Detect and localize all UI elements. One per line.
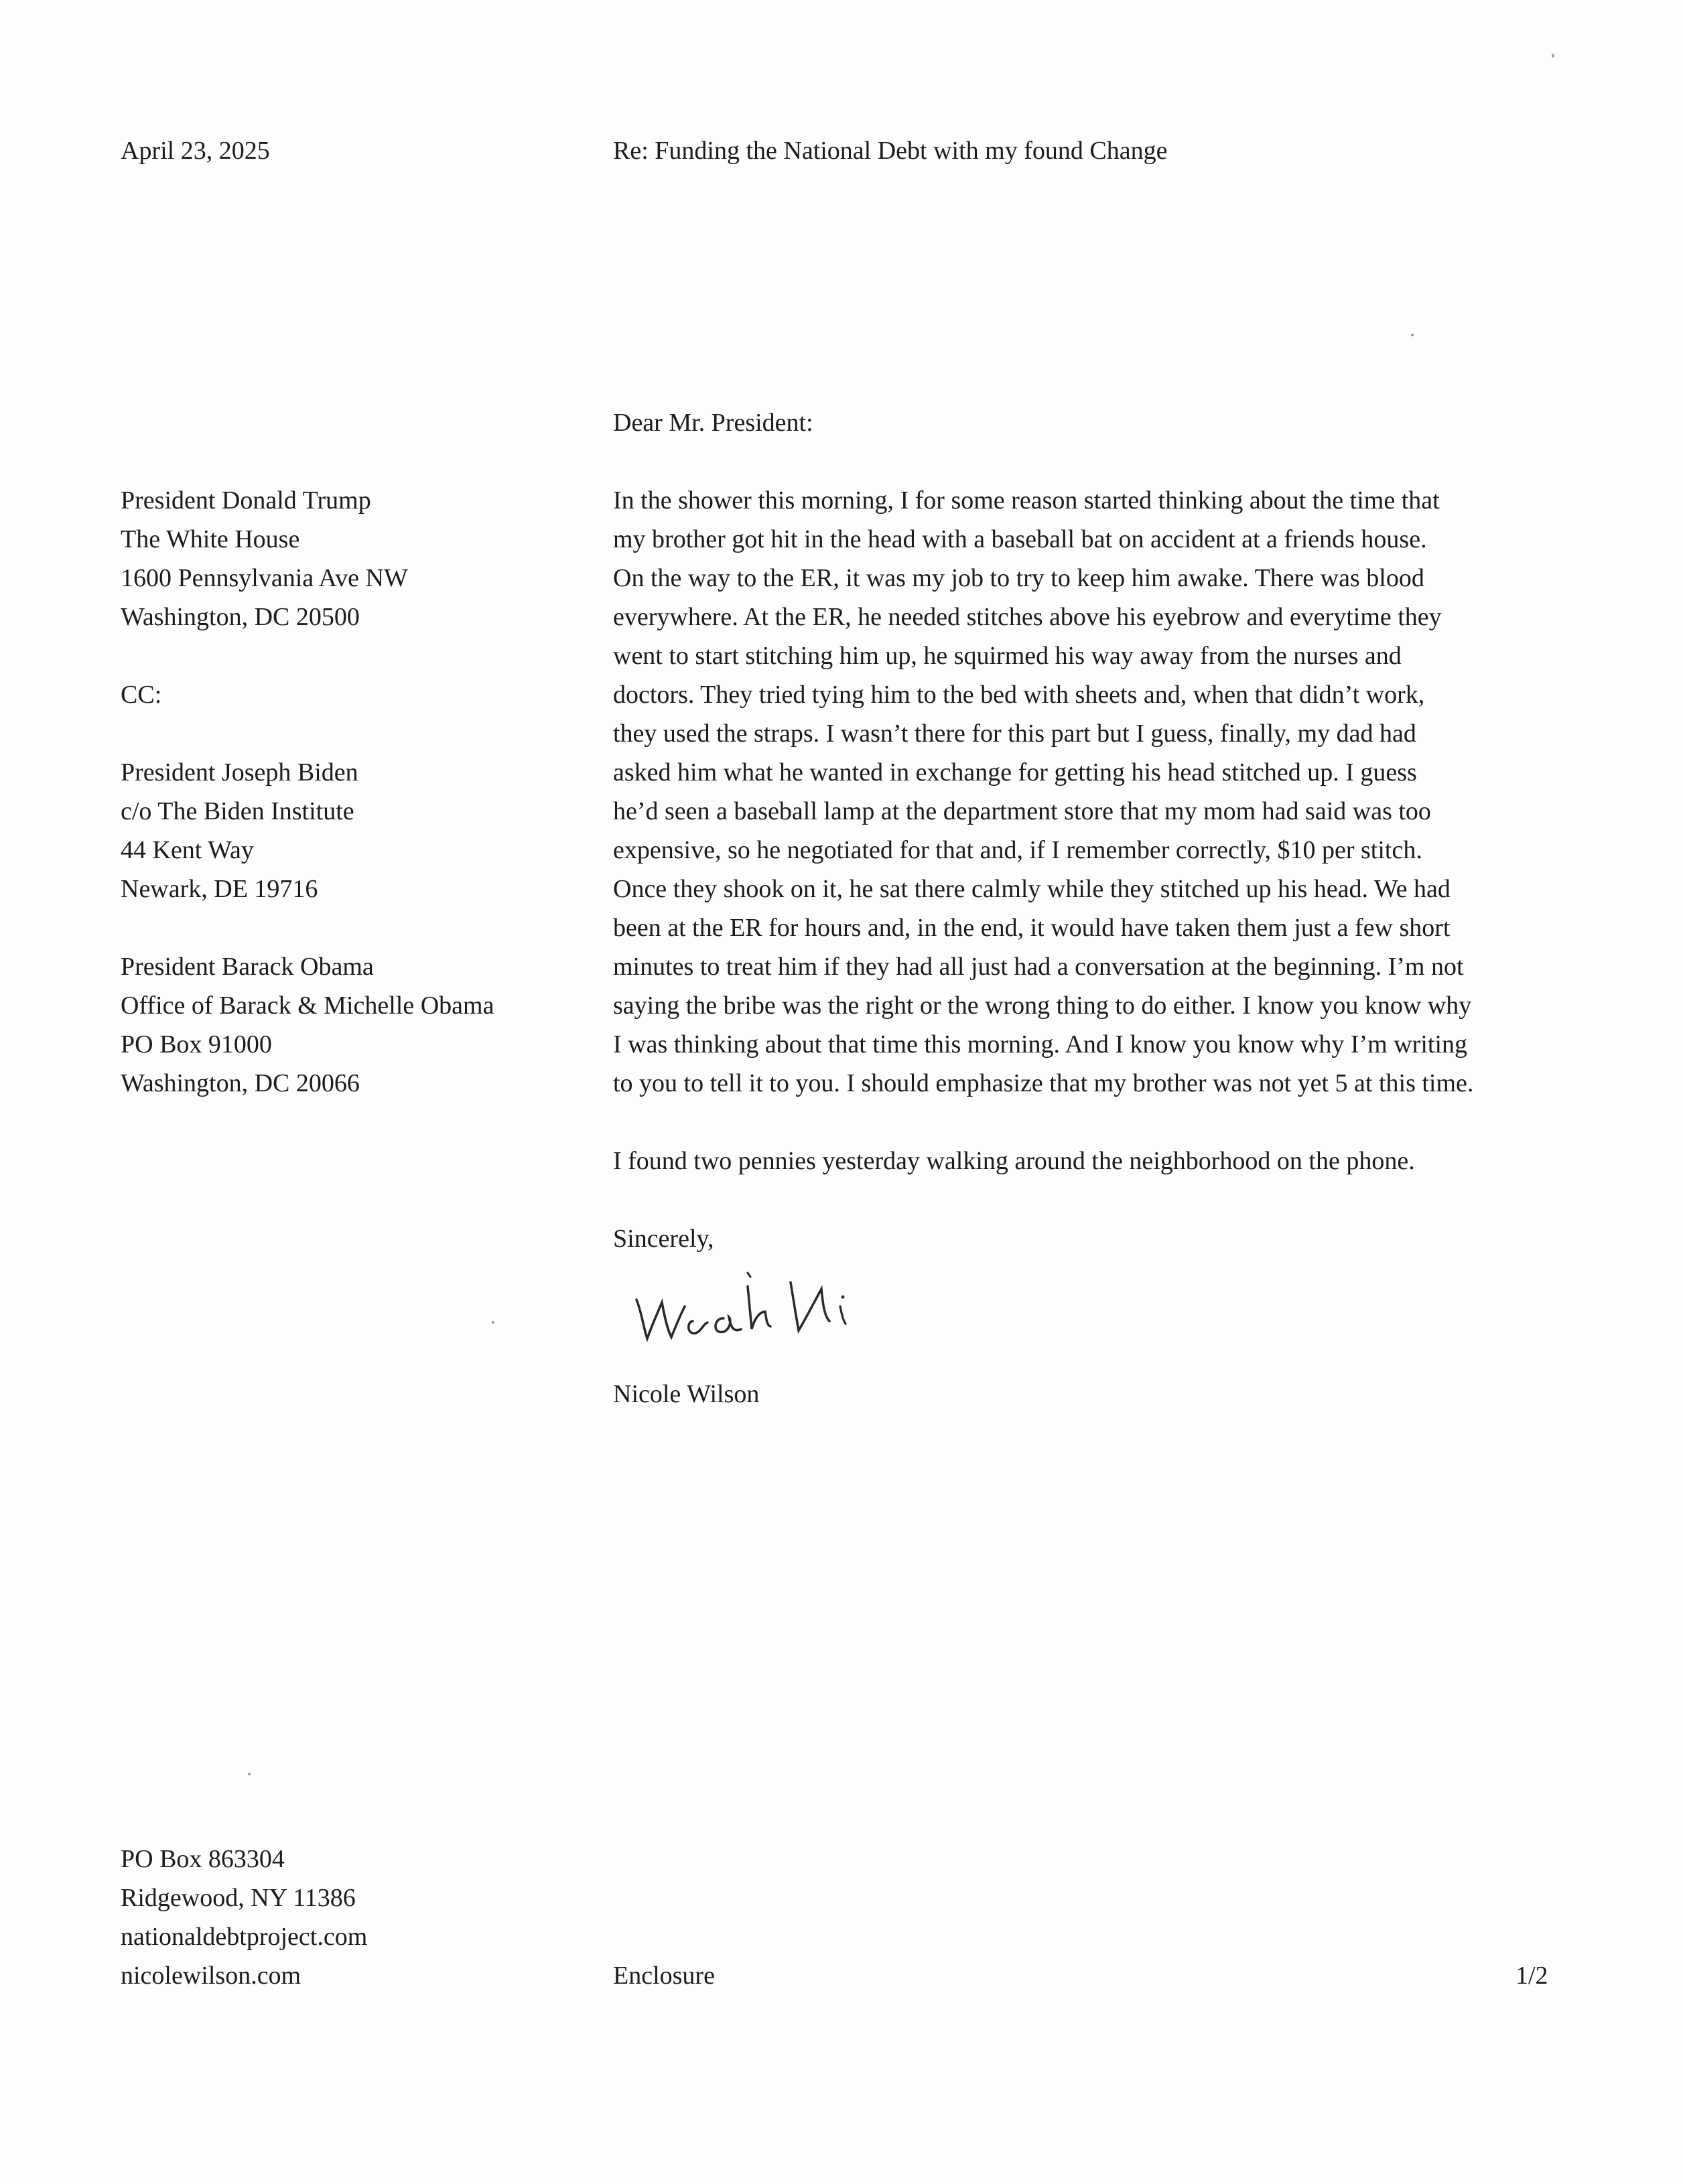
address-column: [121, 481, 549, 1103]
sender-footer-line: Ridgewood, NY 11386: [121, 1884, 356, 1912]
sender-footer-line: nationaldebtproject.com: [121, 1923, 368, 1951]
cc-recipient-line: 44 Kent Way: [121, 836, 254, 864]
sender-footer-line: nicolewilson.com: [121, 1962, 301, 1990]
page-number: 1/2: [1516, 1962, 1548, 1990]
body-line: he’d seen a baseball lamp at the department store that my mom had said was too: [613, 797, 1431, 825]
subject-line: Re: Funding the National Debt with my found Change: [613, 137, 1168, 165]
enclosure-note: Enclosure: [613, 1962, 715, 1990]
signature-image: [623, 1259, 945, 1353]
signer-name: Nicole Wilson: [613, 1380, 760, 1408]
body-line: On the way to the ER, it was my job to try to keep him awake. There was blood: [613, 564, 1424, 592]
spacer: [121, 636, 549, 675]
cc-recipient-line: President Joseph Biden: [121, 758, 358, 787]
body-line: Once they shook on it, he sat there calmly while they stitched up his head. We had: [613, 875, 1451, 903]
scan-speck: [492, 1321, 494, 1324]
sender-footer: [121, 1840, 367, 1995]
cc-recipient-line: PO Box 91000: [121, 1030, 272, 1059]
scan-speck: [248, 1773, 251, 1775]
scan-speck: [1411, 334, 1414, 336]
letter-body: [613, 481, 1564, 1103]
body-line: been at the ER for hours and, in the end, it would have taken them just a few short: [613, 914, 1451, 942]
cc-recipient-line: Office of Barack & Michelle Obama: [121, 992, 494, 1020]
cc-label: CC:: [121, 681, 162, 709]
letter-date: April 23, 2025: [121, 137, 270, 165]
body-line: to you to tell it to you. I should emphasize that my brother was not yet 5 at this time.: [613, 1069, 1474, 1097]
recipient-line: President Donald Trump: [121, 486, 371, 515]
body-line: went to start stitching him up, he squirmed his way away from the nurses and: [613, 642, 1402, 670]
spacer: [121, 908, 549, 947]
body-line: doctors. They tried tying him to the bed with sheets and, when that didn’t work,: [613, 681, 1425, 709]
recipient-line: 1600 Pennsylvania Ave NW: [121, 564, 408, 592]
body-line: minutes to treat him if they had all just had a conversation at the beginning. I’m not: [613, 953, 1464, 981]
cc-recipient-line: Washington, DC 20066: [121, 1069, 360, 1097]
salutation: Dear Mr. President:: [613, 409, 813, 437]
body-line: saying the bribe was the right or the wrong thing to do either. I know you know why: [613, 992, 1472, 1020]
body-line: my brother got hit in the head with a baseball bat on accident at a friends house.: [613, 525, 1427, 553]
body-line: they used the straps. I wasn’t there for this part but I guess, finally, my dad had: [613, 720, 1416, 748]
closing-paragraph: I found two pennies yesterday walking around the neighborhood on the phone.: [613, 1147, 1415, 1175]
recipient-line: The White House: [121, 525, 300, 553]
spacer: [121, 714, 549, 753]
sender-footer-line: PO Box 863304: [121, 1845, 285, 1873]
cc-recipient-line: c/o The Biden Institute: [121, 797, 354, 825]
cc-recipient-line: President Barack Obama: [121, 953, 374, 981]
body-line: In the shower this morning, I for some reason started thinking about the time that: [613, 486, 1440, 515]
scan-speck: [1552, 54, 1554, 58]
sign-off: Sincerely,: [613, 1225, 714, 1253]
cc-recipient-line: Newark, DE 19716: [121, 875, 318, 903]
body-line: I was thinking about that time this morning. And I know you know why I’m writing: [613, 1030, 1468, 1059]
body-line: asked him what he wanted in exchange for getting his head stitched up. I guess: [613, 758, 1417, 787]
body-line: everywhere. At the ER, he needed stitches above his eyebrow and everytime they: [613, 603, 1442, 631]
recipient-line: Washington, DC 20500: [121, 603, 360, 631]
body-line: expensive, so he negotiated for that and, if I remember correctly, $10 per stitch.: [613, 836, 1422, 864]
